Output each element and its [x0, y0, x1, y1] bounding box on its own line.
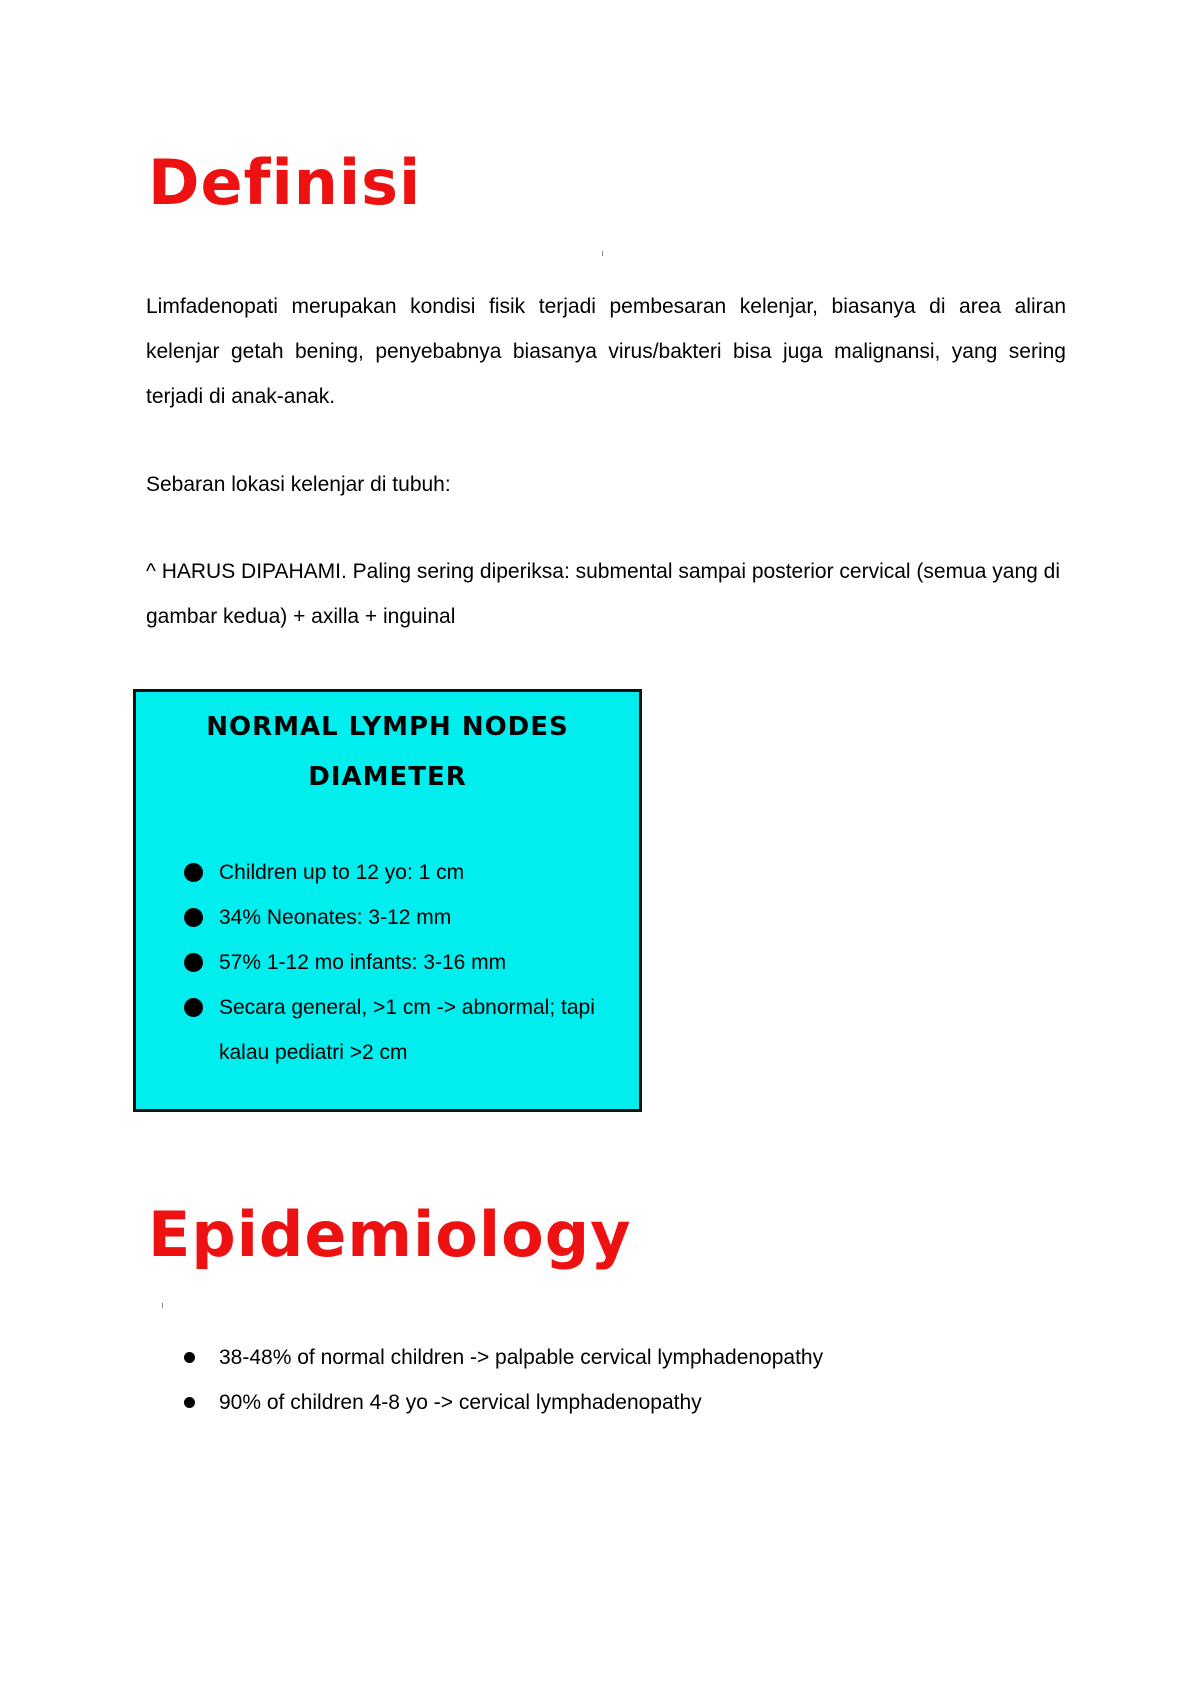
box-title — [136, 702, 639, 802]
list-item-text: 34% Neonates: 3-12 mm — [219, 906, 452, 929]
list-item-text: 90% of children 4-8 yo -> cervical lymphadenopathy — [219, 1391, 702, 1414]
epidemiology-list — [0, 1335, 823, 1425]
list-item — [0, 1335, 823, 1380]
stray-mark — [602, 251, 603, 256]
normal-diameter-list — [136, 850, 619, 1075]
sebaran-text: Sebaran lokasi kelenjar di tubuh: — [146, 473, 451, 496]
list-item — [136, 850, 619, 895]
bullet-icon — [184, 1397, 195, 1408]
list-item — [136, 985, 619, 1075]
list-item — [0, 1380, 823, 1425]
bullet-icon — [184, 998, 203, 1017]
definition-paragraph: Limfadenopati merupakan kondisi fisik terjadi pembesaran kelenjar, biasanya di area aliran kelenjar getah bening, penyebabnya biasanya virus/bakteri bisa juga malignansi, yang sering terjadi di anak-anak. — [146, 295, 1066, 408]
bullet-icon — [184, 953, 203, 972]
list-item-text: 38-48% of normal children -> palpable cervical lymphadenopathy — [219, 1346, 824, 1369]
list-item-text: Children up to 12 yo: 1 cm — [219, 861, 465, 884]
list-item — [136, 940, 619, 985]
box-title-line-1: NORMAL LYMPH NODES — [206, 712, 569, 742]
epidemiology-heading: Epidemiology — [148, 1198, 632, 1271]
normal-lymph-nodes-box — [133, 689, 642, 1112]
stray-mark — [162, 1303, 163, 1308]
harus-dipahami-note: ^ HARUS DIPAHAMI. Paling sering diperiksa: submental sampai posterior cervical (semua yang di gambar kedua) + axilla + inguinal — [146, 560, 1060, 628]
bullet-icon — [184, 908, 203, 927]
definisi-heading: Definisi — [148, 146, 422, 219]
bullet-icon — [184, 1352, 195, 1363]
list-item-text: 57% 1-12 mo infants: 3-16 mm — [219, 951, 507, 974]
box-title-line-2: DIAMETER — [308, 762, 467, 792]
list-item — [136, 895, 619, 940]
list-item-text: Secara general, >1 cm -> abnormal; tapi kalau pediatri >2 cm — [219, 996, 595, 1064]
bullet-icon — [184, 863, 203, 882]
